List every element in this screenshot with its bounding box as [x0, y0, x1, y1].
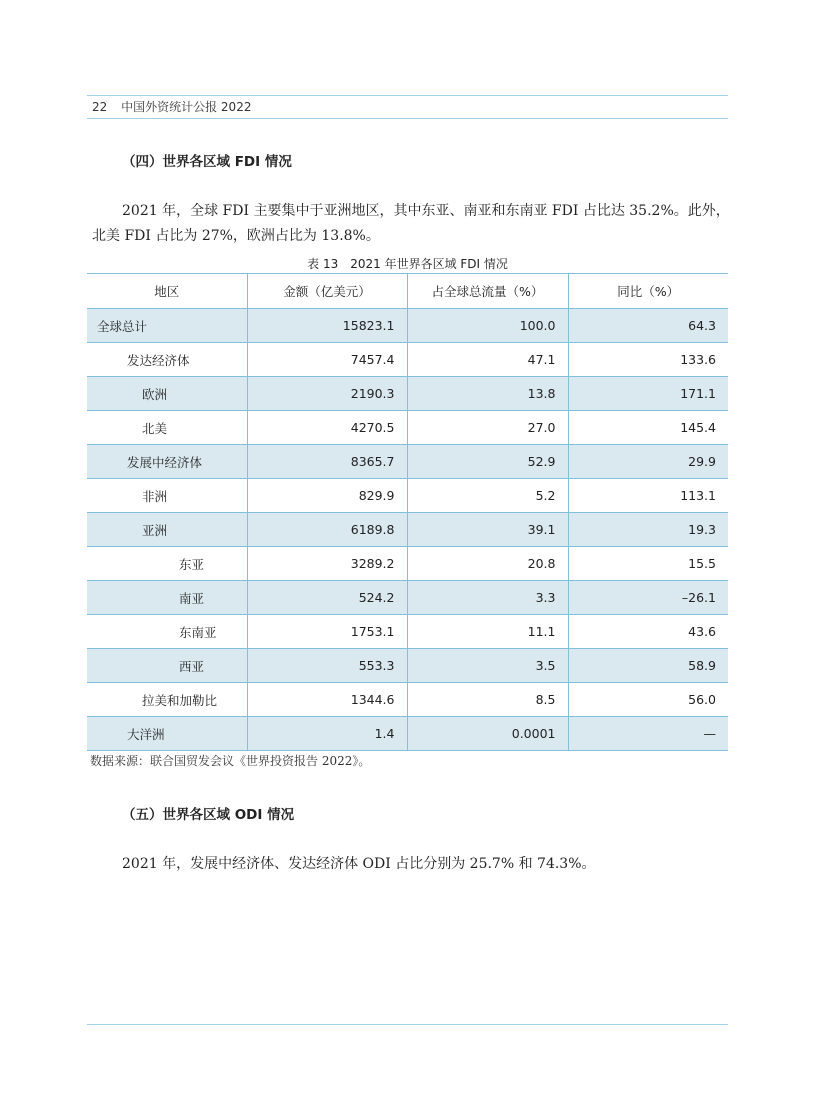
share-cell: 100.0	[407, 309, 568, 343]
share-cell: 20.8	[407, 547, 568, 581]
table-row	[87, 411, 728, 445]
share-cell: 3.5	[407, 649, 568, 683]
publication-title: 中国外资统计公报 2022	[121, 100, 252, 114]
amount-cell: 553.3	[247, 649, 407, 683]
amount-cell: 829.9	[247, 479, 407, 513]
header-top-rule	[87, 95, 728, 96]
amount-cell: 8365.7	[247, 445, 407, 479]
region-cell: 西亚	[87, 649, 247, 683]
section-4-heading: （四）世界各区域 FDI 情况	[122, 154, 292, 170]
amount-cell: 1753.1	[247, 615, 407, 649]
region-cell: 欧洲	[87, 377, 247, 411]
table-source-note: 数据来源：联合国贸发会议《世界投资报告 2022》。	[90, 754, 371, 768]
amount-cell: 4270.5	[247, 411, 407, 445]
amount-cell: 1.4	[247, 717, 407, 751]
yoy-cell: 133.6	[568, 343, 728, 377]
paragraph-line: 2021 年，全球 FDI 主要集中于亚洲地区，其中东亚、南亚和东南亚 FDI 占比达 35.2%。此外，	[122, 203, 730, 219]
share-cell: 8.5	[407, 683, 568, 717]
yoy-cell: 56.0	[568, 683, 728, 717]
table-row	[87, 547, 728, 581]
region-cell: 亚洲	[87, 513, 247, 547]
yoy-cell: 19.3	[568, 513, 728, 547]
column-header-yoy: 同比（%）	[568, 274, 728, 309]
column-header-region: 地区	[87, 274, 247, 309]
share-cell: 52.9	[407, 445, 568, 479]
table-row	[87, 683, 728, 717]
amount-cell: 6189.8	[247, 513, 407, 547]
amount-cell: 15823.1	[247, 309, 407, 343]
paragraph-line: 北美 FDI 占比为 27%，欧洲占比为 13.8%。	[92, 228, 380, 244]
table-row	[87, 445, 728, 479]
table-row	[87, 479, 728, 513]
region-cell: 非洲	[87, 479, 247, 513]
column-header-amount: 金额（亿美元）	[247, 274, 407, 309]
share-cell: 47.1	[407, 343, 568, 377]
table-row	[87, 649, 728, 683]
amount-cell: 7457.4	[247, 343, 407, 377]
table-row	[87, 581, 728, 615]
yoy-cell: 171.1	[568, 377, 728, 411]
region-cell: 东南亚	[87, 615, 247, 649]
amount-cell: 3289.2	[247, 547, 407, 581]
share-cell: 0.0001	[407, 717, 568, 751]
amount-cell: 1344.6	[247, 683, 407, 717]
region-cell: 大洋洲	[87, 717, 247, 751]
yoy-cell: 29.9	[568, 445, 728, 479]
section-5-paragraph	[92, 852, 732, 877]
yoy-cell: 64.3	[568, 309, 728, 343]
table-row	[87, 513, 728, 547]
table-row	[87, 615, 728, 649]
share-cell: 27.0	[407, 411, 568, 445]
region-cell: 拉美和加勒比	[87, 683, 247, 717]
page-number: 22	[92, 100, 108, 114]
share-cell: 3.3	[407, 581, 568, 615]
share-cell: 39.1	[407, 513, 568, 547]
yoy-cell: 145.4	[568, 411, 728, 445]
column-header-share: 占全球总流量（%）	[407, 274, 568, 309]
share-cell: 13.8	[407, 377, 568, 411]
table-row	[87, 343, 728, 377]
region-cell: 北美	[87, 411, 247, 445]
footer-rule	[87, 1024, 728, 1025]
table-row	[87, 717, 728, 751]
table-caption: 表 13 2021 年世界各区域 FDI 情况	[307, 257, 508, 271]
header-bottom-rule	[87, 118, 728, 119]
region-cell: 东亚	[87, 547, 247, 581]
region-cell: 发展中经济体	[87, 445, 247, 479]
page-header	[92, 98, 251, 115]
yoy-cell: 15.5	[568, 547, 728, 581]
region-cell: 发达经济体	[87, 343, 247, 377]
yoy-cell: –26.1	[568, 581, 728, 615]
region-cell: 南亚	[87, 581, 247, 615]
region-cell: 全球总计	[87, 309, 247, 343]
table-row	[87, 309, 728, 343]
amount-cell: 524.2	[247, 581, 407, 615]
yoy-cell: 113.1	[568, 479, 728, 513]
yoy-cell: —	[568, 717, 728, 751]
paragraph-line: 2021 年，发展中经济体、发达经济体 ODI 占比分别为 25.7% 和 74.3%。	[122, 856, 596, 872]
fdi-table	[87, 273, 728, 751]
share-cell: 11.1	[407, 615, 568, 649]
amount-cell: 2190.3	[247, 377, 407, 411]
share-cell: 5.2	[407, 479, 568, 513]
table-row	[87, 377, 728, 411]
section-5-heading: （五）世界各区域 ODI 情况	[122, 807, 295, 823]
yoy-cell: 58.9	[568, 649, 728, 683]
yoy-cell: 43.6	[568, 615, 728, 649]
section-4-paragraph	[92, 199, 732, 249]
table-header-row	[87, 274, 728, 309]
